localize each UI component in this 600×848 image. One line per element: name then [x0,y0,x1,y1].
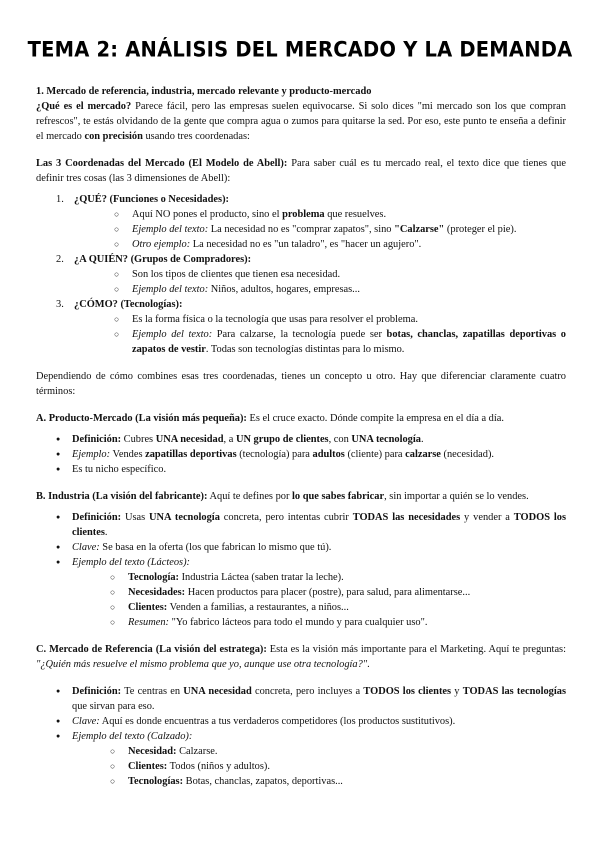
list-item: ○ Son los tipos de clientes que tienen esa necesidad. [74,267,566,282]
list-item: ● Ejemplo: Vendes zapatillas deportivas (tecnología) para adultos (cliente) para calzarse (necesidad). [36,447,566,462]
section-1-intro: ¿Qué es el mercado? Parece fácil, pero las empresas suelen equivocarse. Si solo dices "mi mercado son los que compran refrescos", te estás olvidando de la gente que compra agua o zumos para quitarse la sed. Por eso, este punto te enseña a definir el mercado con precisión usando tres coordenadas: [36,101,566,142]
section-1-heading: 1. Mercado de referencia, industria, mercado relevante y producto-mercado [36,86,372,97]
list-item: 3. ¿CÓMO? (Tecnologías): ○ Es la forma física o la tecnología que usas para resolver el problema. ○ Ejemplo del texto: Para calzarse, la tecnología puede ser botas, chanclas, zapatillas deportivas o zapatos de vestir. Todas son tecnologías distintas para lo mismo. [36,297,566,357]
list-item: ○ Necesidad: Calzarse. [36,744,566,759]
list-item: ○ Ejemplo del texto: Niños, adultos, hogares, empresas... [74,282,566,297]
list-item: ● Ejemplo del texto (Lácteos): ○ Tecnología: Industria Láctea (saben tratar la leche). ○ Necesidades: Hacen productos para placer (postre), para salud, para alimentarse... ○ Clientes: Venden a familias, a restaurantes, a niños... ○ Resumen: "Yo fabrico lácteos para todo el mundo y para cualquier uso". [36,555,566,630]
list-item: ● Ejemplo del texto (Calzado): ○ Necesidad: Calzarse. ○ Clientes: Todos (niños y adultos). ○ Tecnologías: Botas, chanclas, zapatos, deportivas... [36,729,566,789]
list-item: ○ Necesidades: Hacen productos para placer (postre), para salud, para alimentarse... [36,585,566,600]
list-item: ○ Clientes: Todos (niños y adultos). [36,759,566,774]
list-item: ○ Aquí NO pones el producto, sino el problema que resuelves. [74,207,566,222]
list-item: ● Definición: Cubres UNA necesidad, a UN grupo de clientes, con UNA tecnología. [36,432,566,447]
list-item: ○ Otro ejemplo: La necesidad no es "un taladro", es "hacer un agujero". [74,237,566,252]
section-b-list [36,510,566,630]
list-item: ○ Ejemplo del texto: Para calzarse, la tecnología puede ser botas, chanclas, zapatillas deportivas o zapatos de vestir. Todas son tecnologías distintas para lo mismo. [74,327,566,357]
list-item: ● Clave: Se basa en la oferta (los que fabrican lo mismo que tú). [36,540,566,555]
list-item: 1. ¿QUÉ? (Funciones o Necesidades): ○ Aquí NO pones el producto, sino el problema que resuelves. ○ Ejemplo del texto: La necesidad no es "comprar zapatos", sino "Calzarse" (proteger el pie). ○ Otro ejemplo: La necesidad no es "un taladro", es "hacer un agujero". [36,192,566,252]
section-a-list [36,432,566,477]
section-c-list [36,684,566,789]
coordinates-intro: Las 3 Coordenadas del Mercado (El Modelo de Abell): Para saber cuál es tu mercado real, el texto dice que tienes que definir tres cosas (las 3 dimensiones de Abell): [36,158,566,184]
list-item: ○ Ejemplo del texto: La necesidad no es "comprar zapatos", sino "Calzarse" (proteger el pie). [74,222,566,237]
list-item: ● Definición: Usas UNA tecnología concreta, pero intentas cubrir TODAS las necesidades y vender a TODOS los clientes. [36,510,566,540]
coordinates-list [36,192,566,357]
list-item: ○ Clientes: Venden a familias, a restaurantes, a niños... [36,600,566,615]
list-item: ○ Tecnología: Industria Láctea (saben tratar la leche). [36,570,566,585]
list-item: ○ Es la forma física o la tecnología que usas para resolver el problema. [74,312,566,327]
list-item: ● Es tu nicho específico. [36,462,566,477]
document-body [36,84,566,789]
page-title: TEMA 2: ANÁLISIS DEL MERCADO Y LA DEMANDA [27,37,573,62]
section-a-heading: A. Producto-Mercado (La visión más pequeña): Es el cruce exacto. Dónde compite la empresa en el día a día. [36,413,504,424]
list-item: ○ Tecnologías: Botas, chanclas, zapatos, deportivas... [36,774,566,789]
list-item: ● Definición: Te centras en UNA necesidad concreta, pero incluyes a TODOS los clientes y TODAS las tecnologías que sirvan para eso. [36,684,566,714]
list-item: ● Clave: Aquí es donde encuentras a tus verdaderos competidores (los productos sustitutivos). [36,714,566,729]
four-terms-intro: Dependiendo de cómo combines esas tres coordenadas, tienes un concepto u otro. Hay que diferenciar claramente cuatro términos: [36,371,566,397]
list-item: ○ Resumen: "Yo fabrico lácteos para todo el mundo y para cualquier uso". [36,615,566,630]
section-c-heading: C. Mercado de Referencia (La visión del estratega): Esta es la visión más importante para el Marketing. Aquí te preguntas: "¿Quién más resuelve el mismo problema que yo, aunque use otra tecnología?". [36,644,566,670]
section-b-heading: B. Industria (La visión del fabricante): Aquí te defines por lo que sabes fabricar, sin importar a quién se lo vendes. [36,491,529,502]
list-item: 2. ¿A QUIÉN? (Grupos de Compradores): ○ Son los tipos de clientes que tienen esa necesidad. ○ Ejemplo del texto: Niños, adultos, hogares, empresas... [36,252,566,297]
